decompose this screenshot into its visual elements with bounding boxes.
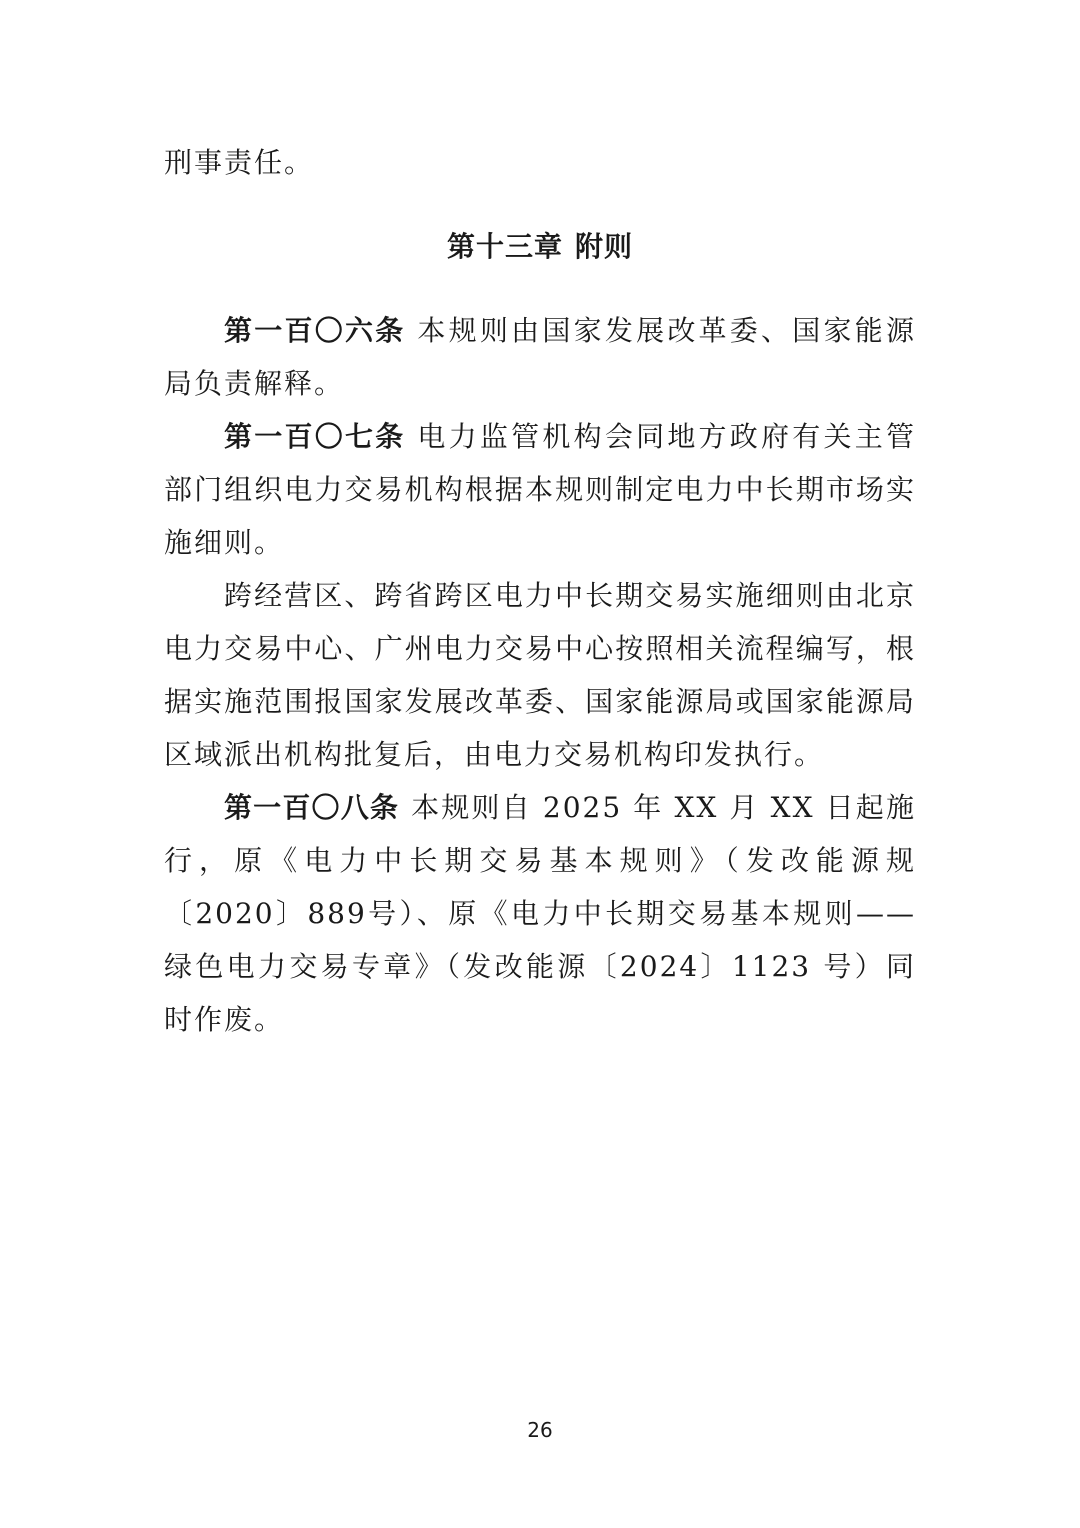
chapter-number: 第十三章 [446, 230, 563, 263]
document-body [164, 304, 916, 1046]
article-108 [164, 781, 916, 1046]
paragraph-cross-region: 跨经营区、跨省跨区电力中长期交易实施细则由北京电力交易中心、广州电力交易中心按照相关流程编写，根据实施范围报国家发展改革委、国家能源局或国家能源局区域派出机构批复后，由电力交易机构印发执行。 [164, 579, 916, 771]
article-label: 第一百〇八条 [224, 791, 400, 824]
page-number: 26 [527, 1418, 553, 1442]
article-text: 本规则由国家发展改革委、国家能源局负责解释。 [164, 314, 916, 400]
article-106 [164, 304, 916, 410]
chapter-heading [0, 224, 1080, 270]
article-text: 本规则自 2025 年 XX 月 XX 日起施行，原《电力中长期交易基本规则》（发改能源规〔2020〕889号）、原《电力中长期交易基本规则——绿色电力交易专章》（发改能源〔2024〕1123 号）同时作废。 [164, 791, 916, 1036]
article-label: 第一百〇六条 [224, 314, 406, 347]
continuation-text: 刑事责任。 [164, 146, 315, 179]
article-text: 电力监管机构会同地方政府有关主管部门组织电力交易机构根据本规则制定电力中长期市场实施细则。 [164, 420, 916, 559]
article-label: 第一百〇七条 [224, 420, 406, 453]
article-107 [164, 410, 916, 569]
chapter-title: 附则 [575, 230, 634, 263]
